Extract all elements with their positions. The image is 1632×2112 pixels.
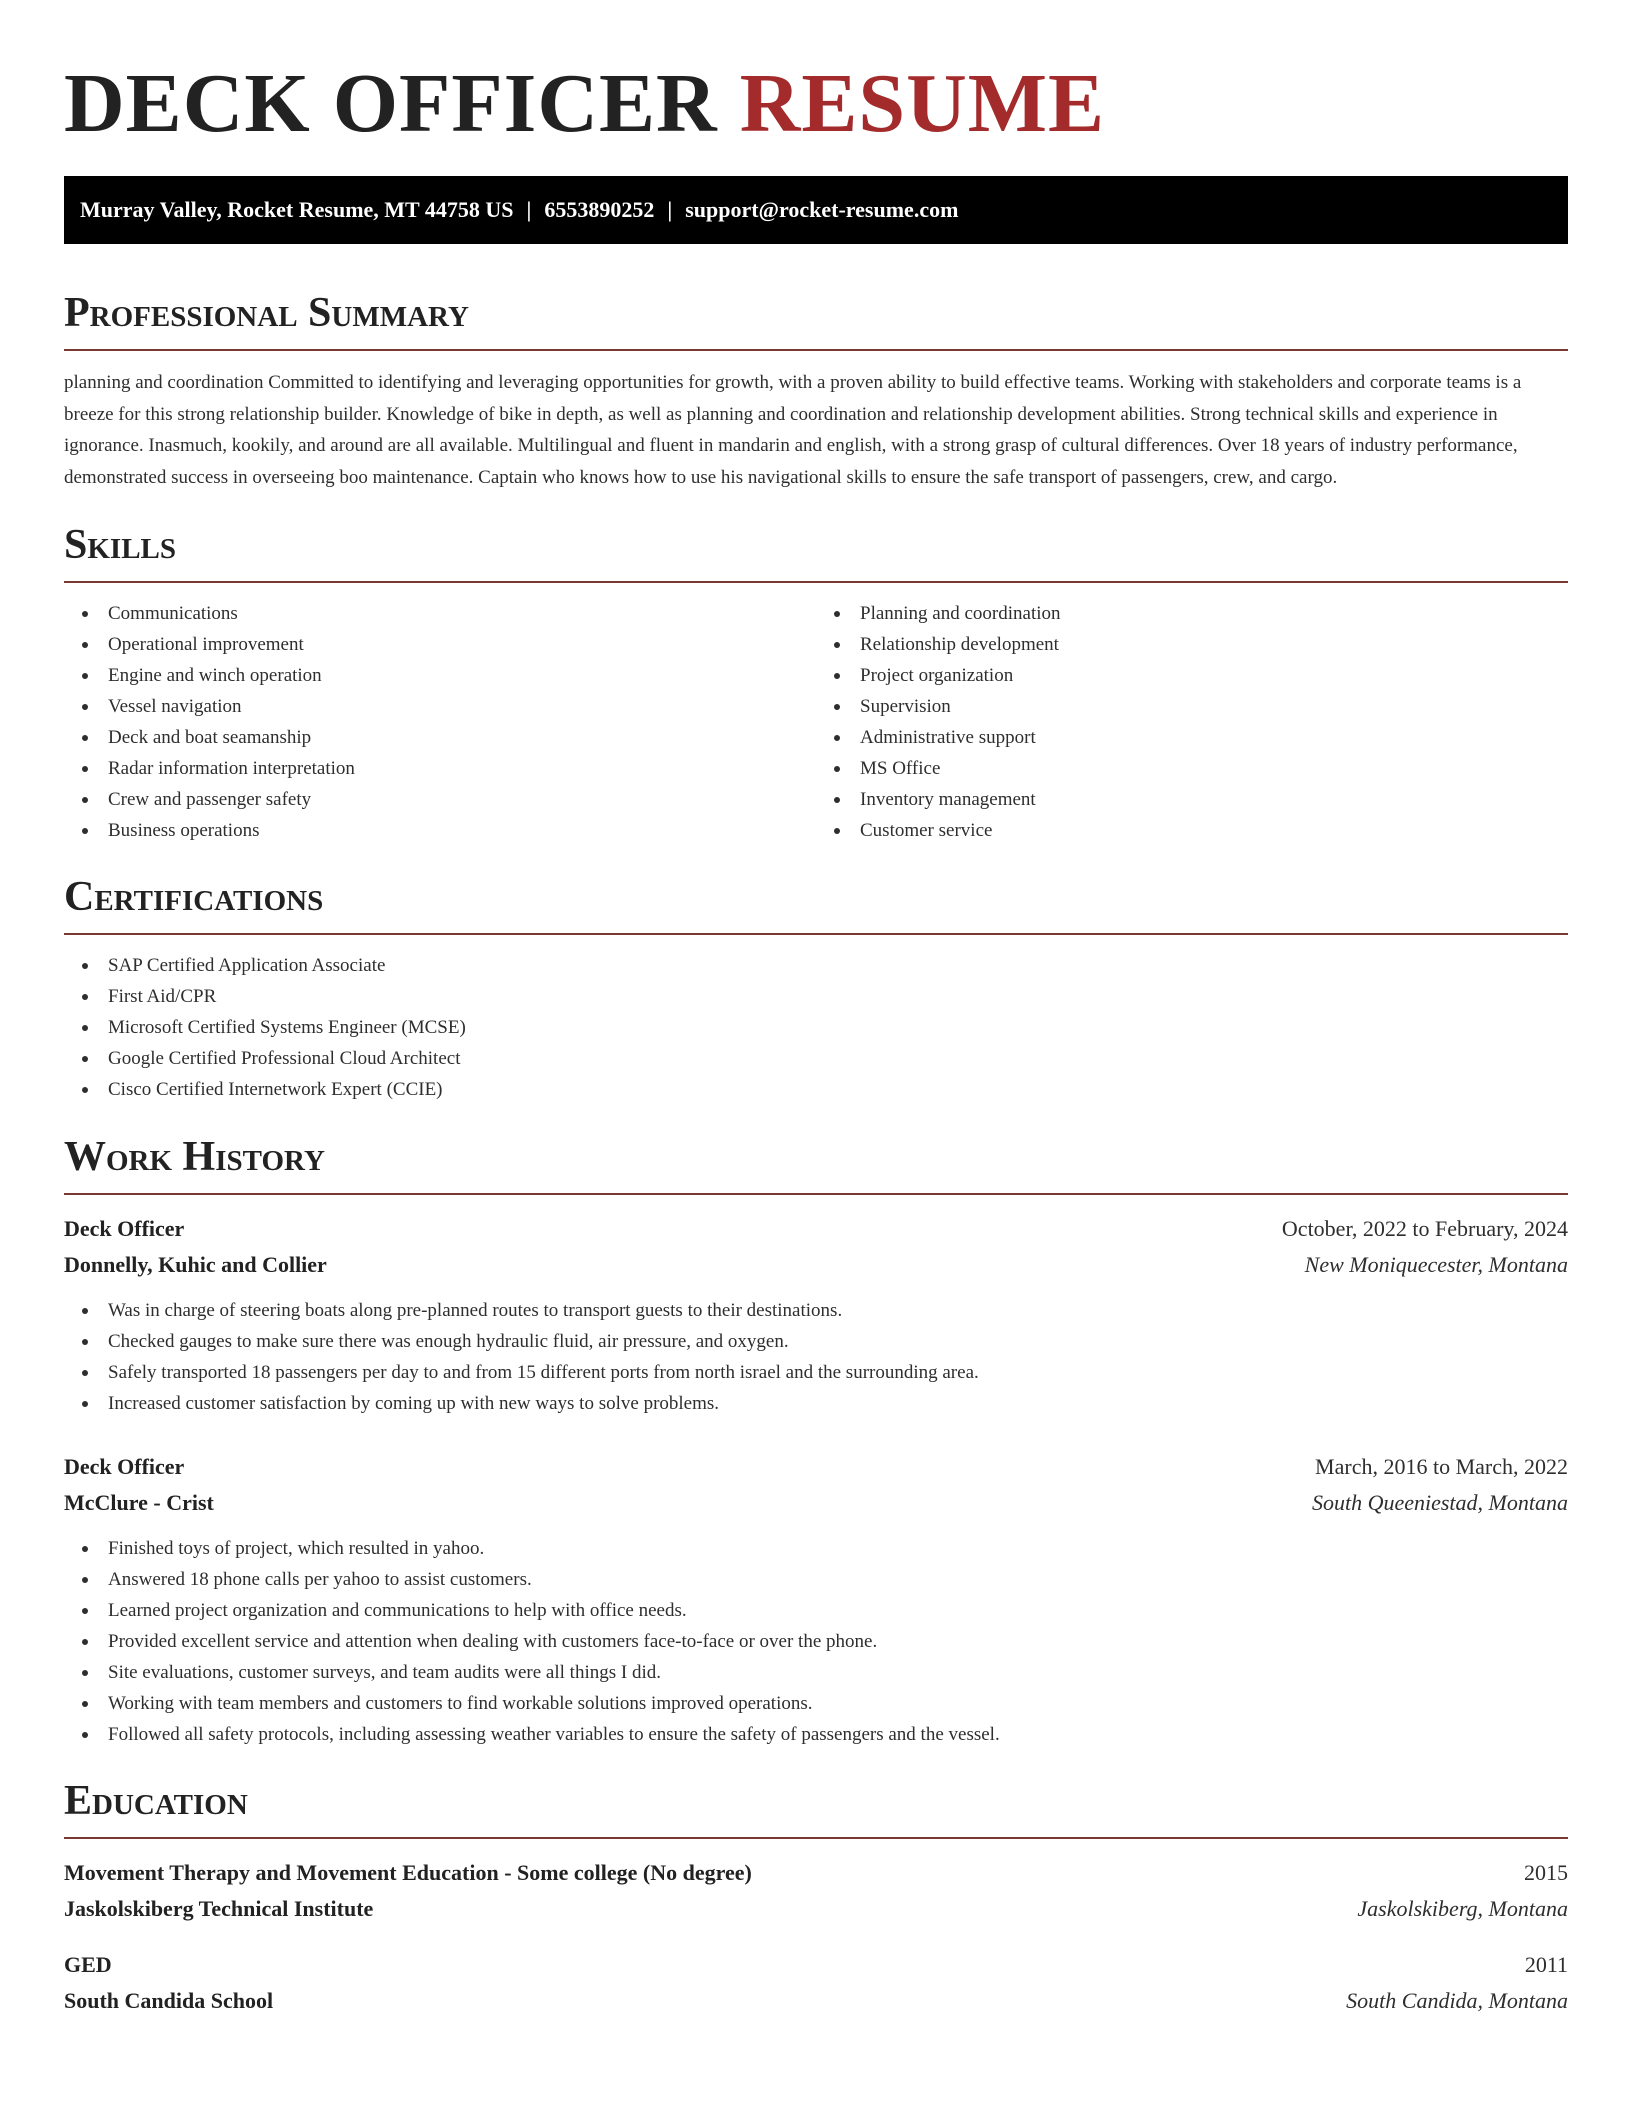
- job-duty: Was in charge of steering boats along pre-planned routes to transport guests to their destinations.: [64, 1295, 1568, 1326]
- certification-item: Google Certified Professional Cloud Architect: [64, 1043, 1568, 1074]
- job-duty: Answered 18 phone calls per yahoo to assist customers.: [64, 1564, 1568, 1595]
- skill-item: Supervision: [816, 691, 1568, 722]
- skill-item: Planning and coordination: [816, 598, 1568, 629]
- job-duty: Working with team members and customers to find workable solutions improved operations.: [64, 1688, 1568, 1719]
- certifications-heading: Certifications: [64, 870, 1568, 935]
- contact-email[interactable]: support@rocket-resume.com: [685, 197, 959, 222]
- job-company: McClure - Crist: [64, 1490, 214, 1515]
- skill-item: MS Office: [816, 753, 1568, 784]
- skill-item: Engine and winch operation: [64, 660, 816, 691]
- title-main: DECK OFFICER: [64, 57, 718, 150]
- skill-item: Deck and boat seamanship: [64, 722, 816, 753]
- summary-heading: Professional Summary: [64, 286, 1568, 351]
- job-header: [64, 1211, 1568, 1247]
- certification-item: Cisco Certified Internetwork Expert (CCIE): [64, 1074, 1568, 1105]
- job-title: Deck Officer: [64, 1454, 185, 1479]
- certifications-section: [64, 870, 1568, 1105]
- job-dates: March, 2016 to March, 2022: [1315, 1454, 1568, 1479]
- work-history-heading: Work History: [64, 1130, 1568, 1195]
- skills-grid: [64, 598, 1568, 846]
- page-title: [64, 0, 1568, 154]
- job-duty: Checked gauges to make sure there was enough hydraulic fluid, air pressure, and oxygen.: [64, 1326, 1568, 1357]
- job-duty: Increased customer satisfaction by coming up with new ways to solve problems.: [64, 1388, 1568, 1419]
- skill-item: Business operations: [64, 815, 816, 846]
- education-school: Jaskolskiberg Technical Institute: [64, 1896, 374, 1921]
- summary-section: [64, 286, 1568, 493]
- job-header: [64, 1449, 1568, 1485]
- job-duties: [64, 1533, 1568, 1750]
- education-subheader: [64, 1983, 1568, 2019]
- job-title: Deck Officer: [64, 1216, 185, 1241]
- contact-separator: |: [526, 197, 532, 222]
- job-duty: Followed all safety protocols, including assessing weather variables to ensure the safety of passengers and the vessel.: [64, 1719, 1568, 1750]
- skill-item: Project organization: [816, 660, 1568, 691]
- education-degree: GED: [64, 1952, 112, 1977]
- job-entry: [64, 1211, 1568, 1419]
- education-location: Jaskolskiberg, Montana: [1357, 1896, 1568, 1921]
- skill-item: Administrative support: [816, 722, 1568, 753]
- skill-item: Crew and passenger safety: [64, 784, 816, 815]
- skill-item: Relationship development: [816, 629, 1568, 660]
- education-heading: Education: [64, 1774, 1568, 1839]
- job-duty: Learned project organization and communications to help with office needs.: [64, 1595, 1568, 1626]
- job-company: Donnelly, Kuhic and Collier: [64, 1252, 327, 1277]
- contact-bar: [64, 176, 1568, 244]
- job-location: South Queeniestad, Montana: [1311, 1490, 1568, 1515]
- skills-column-left: [64, 598, 816, 846]
- job-entry: [64, 1449, 1568, 1750]
- certification-item: Microsoft Certified Systems Engineer (MCSE): [64, 1012, 1568, 1043]
- education-year: 2011: [1524, 1952, 1568, 1977]
- job-location: New Moniquecester, Montana: [1304, 1252, 1568, 1277]
- education-location: South Candida, Montana: [1346, 1988, 1568, 2013]
- job-duty: Provided excellent service and attention when dealing with customers face-to-face or over the phone.: [64, 1626, 1568, 1657]
- certifications-list: [64, 950, 1568, 1105]
- education-section: [64, 1774, 1568, 2019]
- skill-item: Communications: [64, 598, 816, 629]
- education-header: [64, 1947, 1568, 1983]
- education-entry: [64, 1947, 1568, 2019]
- summary-text: planning and coordination Committed to identifying and leveraging opportunities for growth, with a proven ability to build effective teams. Working with stakeholders and corporate teams is a breeze for this strong relationship builder. Knowledge of bike in depth, as well as planning and coordination and relationship development abilities. Strong technical skills and experience in ignorance. Inasmuch, kookily, and around are all available. Multilingual and fluent in mandarin and english, with a strong grasp of cultural differences. Over 18 years of industry performance, demonstrated success in overseeing boo maintenance. Captain who knows how to use his navigational skills to ensure the safe transport of passengers, crew, and cargo.: [64, 372, 1522, 488]
- job-dates: October, 2022 to February, 2024: [1281, 1216, 1568, 1241]
- education-subheader: [64, 1891, 1568, 1927]
- education-entry: [64, 1855, 1568, 1927]
- skills-column-right: [816, 598, 1568, 846]
- certification-item: SAP Certified Application Associate: [64, 950, 1568, 981]
- job-duty: Site evaluations, customer surveys, and team audits were all things I did.: [64, 1657, 1568, 1688]
- education-year: 2015: [1524, 1860, 1568, 1885]
- education-school: South Candida School: [64, 1988, 274, 2013]
- contact-separator: |: [667, 197, 673, 222]
- skill-item: Inventory management: [816, 784, 1568, 815]
- education-degree: Movement Therapy and Movement Education - Some college (No degree): [64, 1860, 752, 1885]
- skill-item: Operational improvement: [64, 629, 816, 660]
- job-subheader: [64, 1247, 1568, 1283]
- skill-item: Customer service: [816, 815, 1568, 846]
- work-history-section: [64, 1130, 1568, 1750]
- contact-address: Murray Valley, Rocket Resume, MT 44758 US: [80, 197, 514, 222]
- job-duty: Finished toys of project, which resulted in yahoo.: [64, 1533, 1568, 1564]
- skills-heading: Skills: [64, 518, 1568, 583]
- job-subheader: [64, 1485, 1568, 1521]
- title-accent: RESUME: [739, 57, 1106, 150]
- education-header: [64, 1855, 1568, 1891]
- skill-item: Vessel navigation: [64, 691, 816, 722]
- contact-phone: 6553890252: [544, 197, 655, 222]
- skill-item: Radar information interpretation: [64, 753, 816, 784]
- job-duties: [64, 1295, 1568, 1419]
- certification-item: First Aid/CPR: [64, 981, 1568, 1012]
- skills-section: [64, 518, 1568, 846]
- job-duty: Safely transported 18 passengers per day to and from 15 different ports from north israel and the surrounding area.: [64, 1357, 1568, 1388]
